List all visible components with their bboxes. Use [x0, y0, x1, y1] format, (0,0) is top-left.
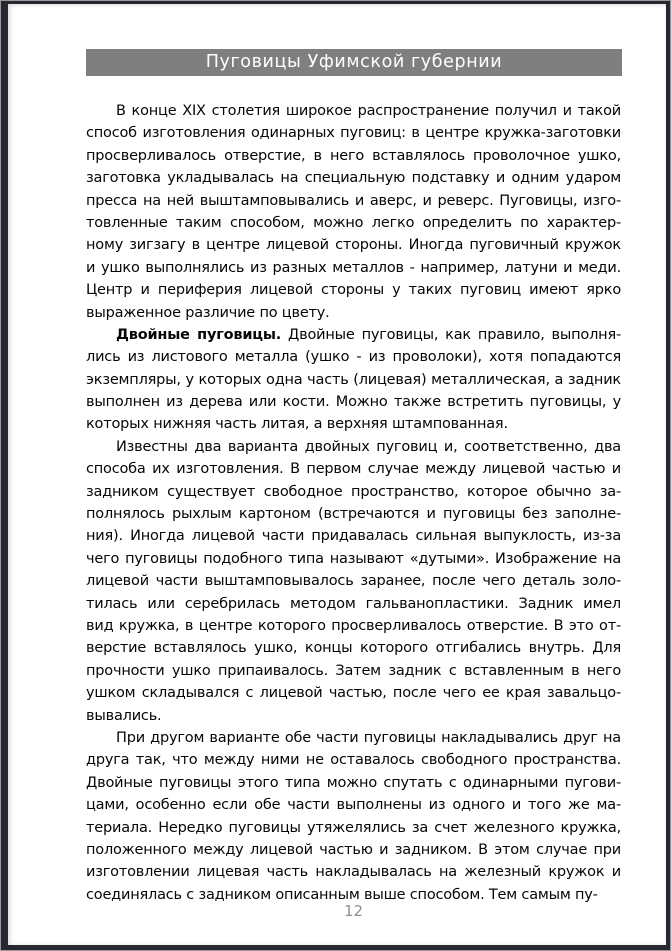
text-line: ния). Иногда лицевой части придавалась сильная выпуклость, из-за [86, 528, 621, 545]
paragraph [86, 436, 621, 727]
text-line: ному зигзагу в центре лицевой стороны. Иногда пуговичный кружок [86, 237, 621, 254]
text-line: просверливалось отверстие, в него вставлялось проволочное ушко, [86, 147, 621, 164]
text-line: лицевой части выштамповывалось заранее, после чего деталь золо- [86, 573, 621, 590]
text-line: тилась или серебрилась методом гальванопластики. Задник имел [86, 595, 621, 612]
book-page [8, 4, 666, 945]
text-line: вид кружка, в центре которого просверливалось отверстие. В это от- [86, 617, 621, 634]
text-line: При другом варианте обе части пуговицы накладывались друг на [116, 729, 621, 746]
text-line: Двойные пуговицы. Двойные пуговицы, как правило, выполня- [116, 326, 621, 343]
text-line: пресса на ней выштамповывались и аверс, и реверс. Пуговицы, изго- [86, 192, 621, 209]
paragraph [86, 324, 621, 436]
chapter-title: Пуговицы Уфимской губернии [205, 52, 503, 72]
text-line: экземпляры, у которых одна часть (лицевая) металлическая, а задник [86, 371, 621, 388]
bold-lead: Двойные пуговицы. [116, 326, 282, 343]
text-line: Двойные пуговицы этого типа можно спутать с одинарными пугови- [86, 774, 621, 791]
text-line: вывались. [86, 707, 162, 724]
paragraph [86, 100, 621, 324]
text-line: чего пуговицы подобного типа называют «дутыми». Изображение на [86, 550, 621, 567]
text-line: Известны два варианта двойных пуговиц и, соответственно, два [116, 438, 621, 455]
chapter-header-bar [86, 49, 622, 76]
text-line: изготовлении лицевая часть накладывалась на железный кружок и [86, 864, 621, 881]
text-line: Центр и периферия лицевой стороны у таких пуговиц имеют ярко [86, 282, 621, 299]
text-line: полнялось рыхлым картоном (встречаются и пуговицы без заполне- [86, 506, 621, 523]
page-body-text [86, 100, 621, 906]
text-line: друга так, что между ними не оставалось свободного пространства. [86, 752, 621, 769]
text-line: лись из листового металла (ушко - из проволоки), хотя попадаются [86, 349, 621, 366]
text-line: териала. Нередко пуговицы утяжелялись за счет железного кружка, [86, 819, 621, 836]
text-line: В конце XIX столетия широкое распространение получил и такой [116, 103, 621, 119]
text-line: товленные таким способом, можно легко определить по характер- [86, 214, 621, 231]
text-line: выраженное различие по цвету. [86, 304, 330, 321]
text-line: верстие вставлялось ушко, концы которого отгибались внутрь. Для [86, 640, 621, 657]
text-line: ушком складывался с лицевой частью, после чего ее края завальцо- [86, 685, 621, 702]
paragraph [86, 727, 621, 906]
text-line: способа их изготовления. В первом случае между лицевой частью и [86, 461, 621, 478]
page-number: 12 [343, 902, 364, 920]
text-line: которых нижняя часть литая, а верхняя штампованная. [86, 416, 508, 433]
text-line: положенного между лицевой частью и задником. В этом случае при [86, 841, 621, 858]
text-line: заготовка укладывалась на специальную подставку и одним ударом [86, 170, 621, 187]
text-line: соединялась с задником описанным выше способом. Тем самым пу- [86, 886, 598, 903]
text-line: цами, особенно если обе части выполнены из одного и того же ма- [86, 797, 621, 814]
text-line: и ушко выполнялись из разных металлов - например, латуни и меди. [86, 259, 621, 276]
text-line: прочности ушко припаивалось. Затем задник с вставленным в него [86, 662, 621, 679]
text-line: задником существует свободное пространство, которое обычно за- [86, 483, 621, 500]
text-line: выполнен из дерева или кости. Можно также встретить пуговицы, у [86, 394, 621, 411]
text-line: способ изготовления одинарных пуговиц: в центре кружка-заготовки [86, 125, 621, 142]
